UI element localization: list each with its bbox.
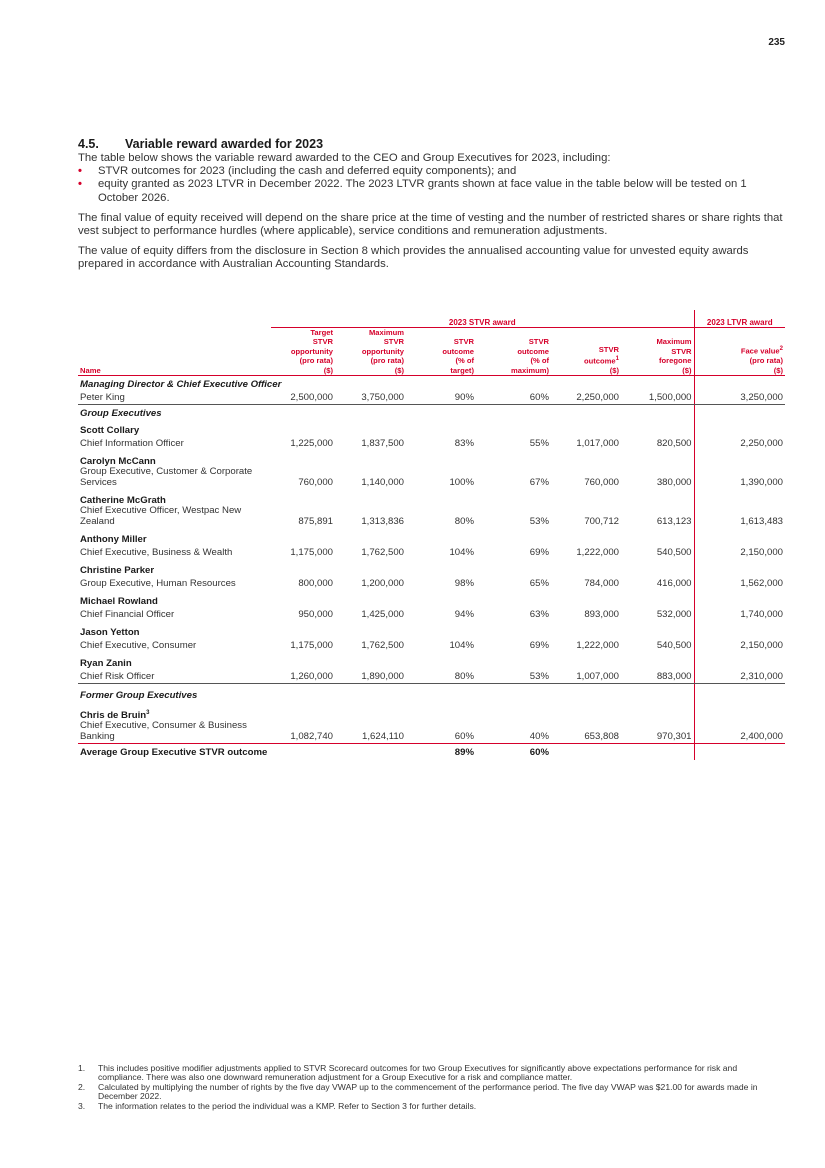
person-row: [78, 559, 785, 576]
section-number: 4.5.: [78, 137, 99, 151]
stvr-group-header: 2023 STVR award: [271, 310, 694, 328]
executive-role: Group Executive, Customer & Corporate Services: [80, 466, 253, 488]
section-title: [78, 137, 785, 151]
table-row: Chief Executive, Consumer 1,175,000 1,762,500 104% 69% 1,222,000 540,500 2,150,000: [80, 639, 783, 652]
table-row: Chief Risk Officer 1,260,000 1,890,000 80% 53% 1,007,000 883,000 2,310,000: [80, 670, 783, 683]
category-label: Group Executives: [80, 408, 162, 420]
executive-name: Ryan Zanin: [80, 658, 132, 670]
bullet-text: equity granted as 2023 LTVR in December 2022. The 2023 LTVR grants shown at face value in the table below will be tested on 1 October 2026.: [98, 178, 747, 204]
header-face-value: Face value$^2$ (pro rata) ($): [694, 328, 785, 376]
bullet-list: [78, 165, 785, 205]
executive-name: Anthony Miller: [80, 534, 147, 546]
category-label: Managing Director & Chief Executive Officer: [80, 379, 282, 391]
header-maximum: Maximum STVR opportunity (pro rata) ($): [335, 328, 406, 376]
person-row: [78, 450, 785, 467]
executive-role: Chief Financial Officer: [80, 608, 175, 620]
person-row: [78, 701, 785, 721]
group-header-row: [78, 310, 785, 328]
executive-role: Chief Risk Officer: [78, 669, 271, 684]
executive-name: Peter King: [78, 390, 271, 405]
executive-role: Chief Information Officer: [80, 437, 184, 449]
intro-text: The table below shows the variable reward awarded to the CEO and Group Executives for 2023, including:: [78, 152, 611, 164]
table-row: Chief Information Officer 1,225,000 1,837,500 83% 55% 1,017,000 820,500 2,250,000: [80, 437, 783, 450]
ltvr-group-header: 2023 LTVR award: [694, 310, 785, 328]
footnote: 3. The information relates to the period the individual was a KMP. Refer to Section 3 for further details.: [78, 1100, 477, 1111]
variable-reward-table: [78, 310, 785, 760]
table-row: Chief Executive, Consumer & Business Banking 1,082,740 1,624,110 60% 40% 653,808 970,301 2,400,000: [80, 720, 783, 743]
executive-role: Chief Executive, Consumer & Business Banking: [78, 721, 271, 744]
person-row: [78, 590, 785, 607]
header-outcome-pct-max: STVR outcome (% of maximum): [476, 328, 551, 376]
bullet-item: [78, 165, 785, 178]
bullet-item: [78, 178, 785, 204]
table-row: Chief Executive, Business & Wealth 1,175,000 1,762,500 104% 69% 1,222,000 540,500 2,150,000: [80, 546, 783, 559]
person-row: [78, 652, 785, 669]
footnote: 1. This includes positive modifier adjustments applied to STVR Scorecard outcomes for two Group Executives for significantly above expectations performance for risk and compliance. There was also one downward remuneration adjustment for a Group Executive for a risk and compliance matter.: [78, 1063, 738, 1083]
executive-name: Carolyn McCann: [80, 456, 156, 468]
executive-name: Michael Rowland: [80, 596, 158, 608]
header-foregone: Maximum STVR foregone ($): [621, 328, 694, 376]
person-row: [78, 489, 785, 506]
average-label: Average Group Executive STVR outcome: [80, 746, 268, 758]
bullet-icon: •: [78, 165, 82, 178]
section-content: [78, 137, 785, 272]
executive-name: Jason Yetton: [80, 627, 140, 639]
category-label: Former Group Executives: [80, 690, 198, 702]
table-row: Group Executive, Human Resources 800,000 1,200,000 98% 65% 784,000 416,000 1,562,000: [80, 577, 783, 590]
executive-role: Chief Executive, Business & Wealth: [80, 546, 233, 558]
executive-name: Chris de Bruin$^3$: [80, 709, 150, 722]
page-number: 235: [768, 37, 785, 48]
section-title-text: Variable reward awarded for 2023: [125, 137, 324, 151]
executive-name: Scott Collary: [80, 425, 140, 437]
average-row: [78, 744, 785, 761]
executive-name: Christine Parker: [80, 565, 155, 577]
table-row: Peter King 2,500,000 3,750,000 90% 60% 2,250,000 1,500,000 3,250,000: [80, 392, 783, 404]
header-outcome-pct-target: STVR outcome (% of target): [406, 328, 476, 376]
executive-role: Group Executive, Human Resources: [80, 577, 236, 589]
category-row: [78, 405, 785, 420]
table-row: Group Executive, Customer & Corporate Services 760,000 1,140,000 100% 67% 760,000 380,000 1,390,000: [80, 466, 783, 489]
footnotes: [78, 1064, 785, 1111]
table-row: Chief Financial Officer 950,000 1,425,000 94% 63% 893,000 532,000 1,740,000: [80, 608, 783, 621]
paragraph-section8: The value of equity differs from the disclosure in Section 8 which provides the annualised accounting value for unvested equity awards prepared in accordance with Australian Accounting Standards.: [78, 245, 749, 271]
column-header-row: [78, 328, 785, 376]
average-pct-max: 60%: [529, 746, 549, 758]
executive-name: Catherine McGrath: [80, 495, 166, 507]
footnote: 2. Calculated by multiplying the number of rights by the five day VWAP up to the commencement of the performance period. The five day VWAP was $21.00 for awards made in December 2022.: [78, 1081, 758, 1102]
person-row: [78, 419, 785, 436]
header-name: Name: [78, 328, 271, 376]
table-row: Chief Executive Officer, Westpac New Zealand 875,891 1,313,836 80% 53% 700,712 613,123 1,613,483: [80, 505, 783, 528]
person-row: [78, 528, 785, 545]
executive-role: Chief Executive, Consumer: [80, 639, 197, 651]
person-row: [78, 621, 785, 638]
header-target: Target STVR opportunity (pro rata) ($): [271, 328, 335, 376]
category-row: [78, 684, 785, 702]
bullet-icon: •: [78, 178, 82, 191]
bullet-text: STVR outcomes for 2023 (including the cash and deferred equity components); and: [98, 165, 517, 178]
average-pct-target: 89%: [454, 746, 474, 758]
executive-role: Chief Executive Officer, Westpac New Zealand: [80, 505, 242, 527]
category-row: [78, 376, 785, 391]
paragraph-equity-value: The final value of equity received will depend on the share price at the time of vesting and the number of restricted shares or share rights that vest subject to performance hurdles (where applicable), service conditions and remuneration adjustments.: [78, 211, 783, 238]
header-outcome: STVR outcome$^1$ ($): [551, 328, 621, 376]
